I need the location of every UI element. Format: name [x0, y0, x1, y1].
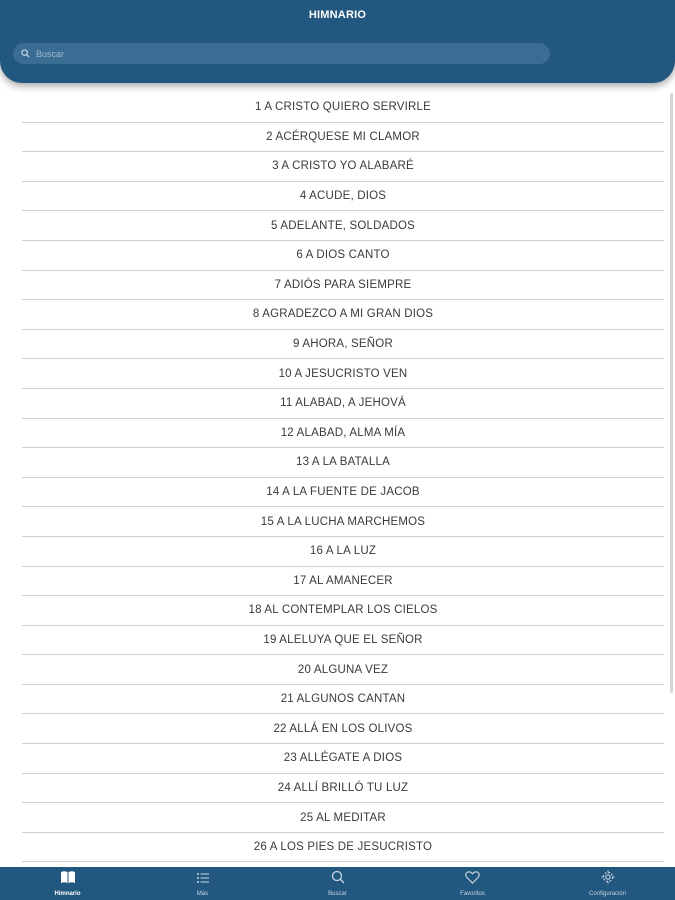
hymn-list[interactable]: [22, 93, 664, 867]
list-item[interactable]: 15 A LA LUCHA MARCHEMOS: [22, 507, 664, 537]
bottom-nav: [0, 867, 675, 900]
list-item[interactable]: 14 A LA FUENTE DE JACOB: [22, 478, 664, 508]
list-item[interactable]: 26 A LOS PIES DE JESUCRISTO: [22, 833, 664, 863]
list-item[interactable]: 12 ALABAD, ALMA MÍA: [22, 419, 664, 449]
list-item[interactable]: 17 AL AMANECER: [22, 567, 664, 597]
scrollbar[interactable]: [670, 93, 673, 693]
list-icon: [196, 871, 210, 889]
list-item[interactable]: 18 AL CONTEMPLAR LOS CIELOS: [22, 596, 664, 626]
list-item[interactable]: 5 ADELANTE, SOLDADOS: [22, 211, 664, 241]
list-item[interactable]: 2 ACÉRQUESE MI CLAMOR: [22, 123, 664, 153]
nav-label: Configuración: [588, 891, 627, 897]
list-item[interactable]: 10 A JESUCRISTO VEN: [22, 359, 664, 389]
list-item[interactable]: 8 AGRADEZCO A MI GRAN DIOS: [22, 300, 664, 330]
list-item[interactable]: 11 ALABAD, A JEHOVÁ: [22, 389, 664, 419]
list-item[interactable]: 19 ALELUYA QUE EL SEÑOR: [22, 626, 664, 656]
list-item[interactable]: 13 A LA BATALLA: [22, 448, 664, 478]
nav-label: Himnario: [54, 891, 81, 897]
list-item[interactable]: 24 ALLÍ BRILLÓ TU LUZ: [22, 774, 664, 804]
list-item[interactable]: 22 ALLÁ EN LOS OLIVOS: [22, 714, 664, 744]
list-item[interactable]: 4 ACUDE, DIOS: [22, 182, 664, 212]
nav-label: Buscar: [328, 891, 347, 897]
list-item[interactable]: 3 A CRISTO YO ALABARÉ: [22, 152, 664, 182]
search-icon: [331, 870, 345, 889]
list-item[interactable]: 7 ADIÓS PARA SIEMPRE: [22, 271, 664, 301]
search-bar[interactable]: [13, 43, 550, 64]
nav-label: Más: [196, 890, 209, 897]
list-item[interactable]: 6 A DIOS CANTO: [22, 241, 664, 271]
page-title: HIMNARIO: [308, 9, 367, 21]
nav-item-buscar[interactable]: [270, 867, 405, 900]
nav-item-favoritos[interactable]: [405, 867, 540, 900]
search-icon: [21, 45, 30, 63]
gear-icon: [601, 870, 615, 889]
list-item[interactable]: 21 ALGUNOS CANTAN: [22, 685, 664, 715]
list-item[interactable]: 1 A CRISTO QUIERO SERVIRLE: [22, 93, 664, 123]
list-item[interactable]: 9 AHORA, SEÑOR: [22, 330, 664, 360]
nav-item-mas[interactable]: [135, 867, 270, 900]
nav-label: Favoritos: [460, 890, 485, 897]
nav-item-himnario[interactable]: [0, 867, 135, 900]
heart-icon: [465, 871, 480, 889]
list-item[interactable]: 25 AL MEDITAR: [22, 803, 664, 833]
list-item[interactable]: 20 ALGUNA VEZ: [22, 655, 664, 685]
list-item[interactable]: 23 ALLÉGATE A DIOS: [22, 744, 664, 774]
app-header: [0, 0, 675, 83]
book-icon: [60, 870, 76, 889]
search-input[interactable]: [36, 49, 516, 59]
list-item[interactable]: 16 A LA LUZ: [22, 537, 664, 567]
nav-item-configuracion[interactable]: [540, 867, 675, 900]
